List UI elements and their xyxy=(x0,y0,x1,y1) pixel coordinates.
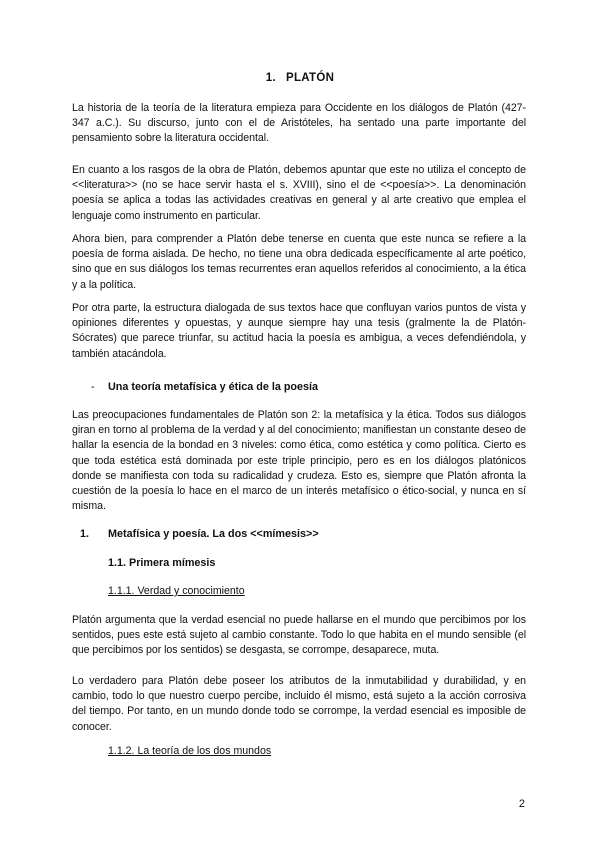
paragraph-5: Las preocupaciones fundamentales de Platón son 2: la metafísica y la ética. Todos sus diálogos giran en torno al problema de la verdad y al del conocimiento; manifiestan un constante deseo de hallar la esencia de la bondad en 3 niveles: como ética, como estética y como política. Cierto es que toda estética está dominada por este triple principio, pero es en los diálogos platónicos donde se manifiesta con toda su radicalidad y crudeza. Esto es, siempre que Platón afronta la cuestión de la poesía lo hace en el marco de un interés metafísico o ético-social, y nunca en sí misma. xyxy=(72,409,526,513)
paragraph-4: Por otra parte, la estructura dialogada de sus textos hace que confluyan varios puntos de vista y opiniones diferentes y opuestas, y aunque siempre hay una tesis (gralmente la de Platón-Sócrates) que parece triunfar, su actitud hacia la poesía es ambigua, a veces defendiéndola, y también atacándola. xyxy=(72,302,526,360)
subsection-1-1-2: 1.1.2. La teoría de los dos mundos xyxy=(108,745,272,757)
paragraph-3: Ahora bien, para comprender a Platón debe tenerse en cuenta que este nunca se refiere a la poesía de forma aislada. De hecho, no tiene una obra dedicada específicamente al arte poético, sino que en sus diálogos los temas recurrentes eran aquellos referidos al conocimiento, a la ética y a la política. xyxy=(72,233,526,291)
section1-heading: Metafísica y poesía. La dos <<mímesis>> xyxy=(108,528,319,540)
paragraph-7: Lo verdadero para Platón debe poseer los atributos de la inmutabilidad y durabilidad, y en cambio, todo lo que nuestro cuerpo percibe, incluido él mismo, está sujeto a la acción corrosiva del tiempo. Por tanto, en un mundo donde todo se corrompe, la verdad esencial es imposible de conocer. xyxy=(72,675,526,733)
section-1-1-heading: 1.1. Primera mímesis xyxy=(108,557,216,569)
page-number: 2 xyxy=(518,798,525,810)
subsection-1-1-1: 1.1.1. Verdad y conocimiento xyxy=(108,585,245,597)
paragraph-6: Platón argumenta que la verdad esencial no puede hallarse en el mundo que percibimos por los sentidos, pues este está sujeto al cambio constante. Todo lo que habita en el mundo sensible (el que percibimos por los sentidos) se desgasta, se corrompe, desaparece, muta. xyxy=(72,614,526,657)
bullet-heading: Una teoría metafísica y ética de la poesía xyxy=(108,381,319,393)
bullet-dash: - xyxy=(91,381,95,393)
section1-number: 1. xyxy=(80,528,90,540)
title-text: PLATÓN xyxy=(285,72,335,84)
page-title xyxy=(0,72,600,84)
paragraph-1: La historia de la teoría de la literatura empieza para Occidente en los diálogos de Platón (427-347 a.C.). Su discurso, junto con el de Aristóteles, ha sentado una parte importante del pensamiento sobre la literatura occidental. xyxy=(72,102,526,145)
title-number: 1. xyxy=(265,72,276,84)
paragraph-2: En cuanto a los rasgos de la obra de Platón, debemos apuntar que este no utiliza el concepto de <<literatura>> (no se hace servir hasta el s. XVIII), sino el de <<poesía>>. La denominación poesía se aplica a todas las actividades creativas en general y al arte creativo que emplea el lenguaje como instrumento en particular. xyxy=(72,164,526,222)
